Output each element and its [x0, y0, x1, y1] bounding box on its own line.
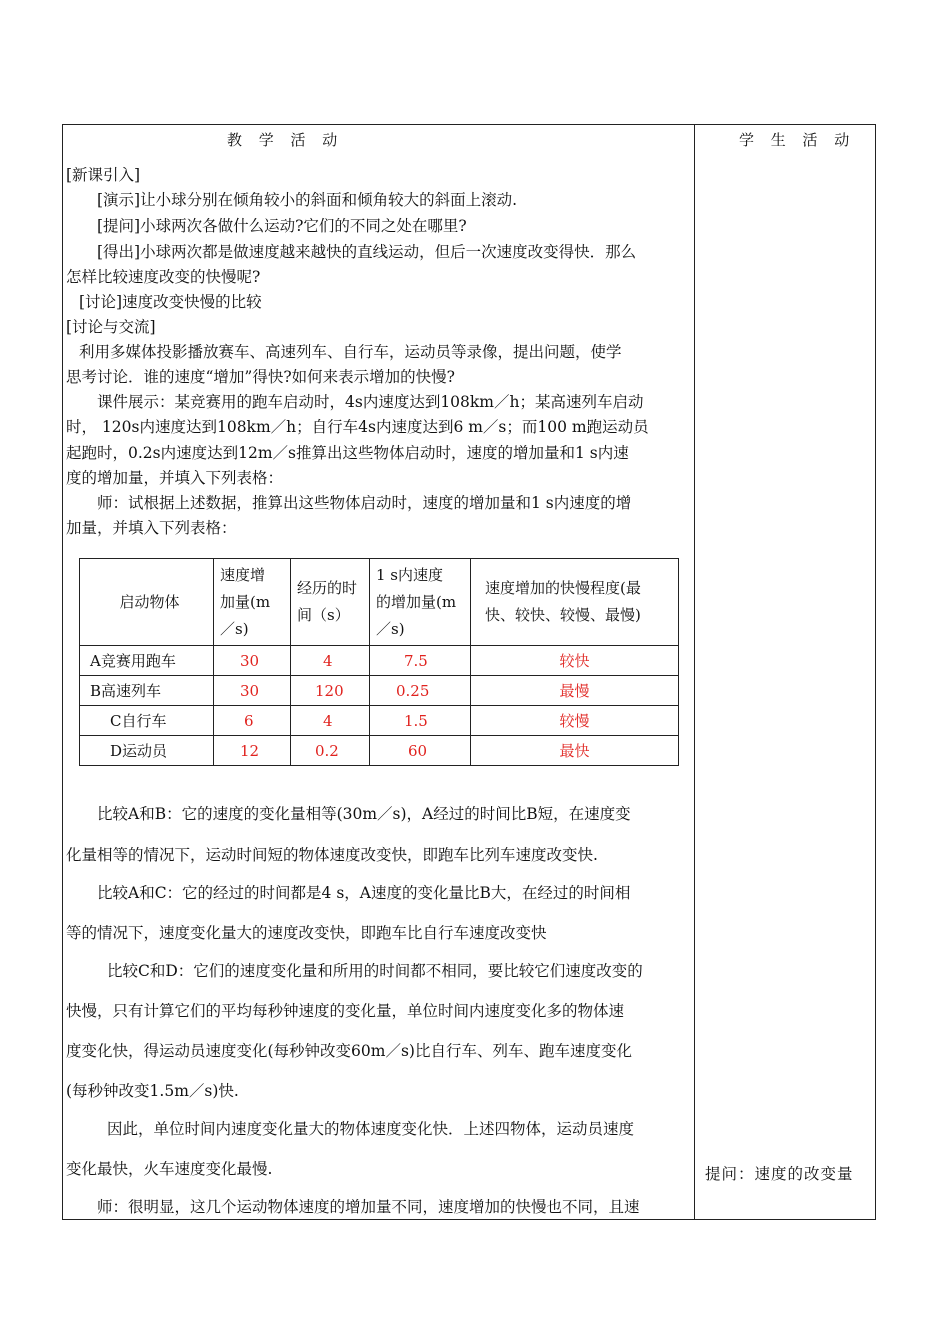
text-line: 因此，单位时间内速度变化量大的物体速度变化快．上述四物体，运动员速度	[107, 1120, 635, 1138]
student-note: 提问：速度的改变量	[705, 1165, 854, 1183]
text-line: 师：很明显，这几个运动物体速度的增加量不同，速度增加的快慢也不同，且速	[97, 1198, 640, 1216]
header-cell: 1 s内速度 的增加量(m ／s)	[370, 559, 471, 646]
object-cell: A竞赛用跑车	[80, 646, 214, 676]
time-cell: 0.2	[291, 736, 370, 766]
header-cell: 速度增 加量(m ／s)	[214, 559, 291, 646]
text-line: [讨论与交流]	[66, 318, 156, 336]
time-cell: 120	[291, 676, 370, 706]
rank-cell: 最慢	[471, 676, 679, 706]
text-line: 加量，并填入下列表格：	[66, 519, 237, 537]
text-line: 化量相等的情况下，运动时间短的物体速度改变快，即跑车比列车速度改变快.	[66, 846, 598, 864]
object-cell: C自行车	[80, 706, 214, 736]
table-header-row	[80, 559, 679, 646]
text-line: 比较A和C：它的经过的时间都是4 s，A速度的变化量比B大，在经过的时间相	[97, 884, 631, 902]
column-divider	[694, 125, 695, 1219]
table-row	[80, 736, 679, 766]
delta-v-cell: 12	[214, 736, 291, 766]
text-line: [新课引入]	[66, 166, 141, 184]
text-line: 快慢，只有计算它们的平均每秒钟速度的变化量，单位时间内速度变化多的物体速	[66, 1002, 625, 1020]
header-cell: 启动物体	[80, 559, 214, 646]
text-line: [演示]让小球分别在倾角较小的斜面和倾角较大的斜面上滚动.	[97, 191, 518, 209]
object-cell: D运动员	[80, 736, 214, 766]
rate-cell: 7.5	[370, 646, 471, 676]
text-line: 怎样比较速度改变的快慢呢?	[66, 268, 261, 286]
time-cell: 4	[291, 646, 370, 676]
text-line: 课件展示：某竞赛用的跑车启动时，4s内速度达到108km／h；某高速列车启动	[97, 393, 644, 411]
text-line: 起跑时，0.2s内速度达到12m／s推算出这些物体启动时，速度的增加量和1 s内速	[66, 444, 629, 462]
text-line: [提问]小球两次各做什么运动?它们的不同之处在哪里?	[97, 217, 467, 235]
text-line: 等的情况下，速度变化量大的速度改变快，即跑车比自行车速度改变快	[66, 924, 547, 942]
header-cell: 速度增加的快慢程度(最 快、较快、较慢、最慢)	[471, 559, 679, 646]
teaching-activity-header: 教 学 活 动	[227, 131, 344, 149]
delta-v-cell: 6	[214, 706, 291, 736]
text-line: 比较A和B：它的速度的变化量相等(30m／s)，A经过的时间比B短，在速度变	[97, 805, 631, 823]
lesson-table	[62, 124, 876, 1220]
text-line: 度变化快，得运动员速度变化(每秒钟改变60m／s)比自行车、列车、跑车速度变化	[66, 1042, 632, 1060]
text-line: [讨论]速度改变快慢的比较	[79, 293, 262, 311]
text-line: (每秒钟改变1.5m／s)快.	[66, 1082, 239, 1100]
rate-cell: 60	[370, 736, 471, 766]
text-line: 变化最快，火车速度变化最慢.	[66, 1160, 273, 1178]
delta-v-cell: 30	[214, 676, 291, 706]
rate-cell: 1.5	[370, 706, 471, 736]
acceleration-table	[79, 558, 679, 766]
student-activity-header: 学 生 活 动	[739, 131, 856, 149]
table-row	[80, 646, 679, 676]
text-line: 度的增加量，并填入下列表格：	[66, 469, 284, 487]
text-line: 思考讨论．谁的速度“增加”得快?如何来表示增加的快慢?	[66, 368, 455, 386]
rate-cell: 0.25	[370, 676, 471, 706]
header-cell: 经历的时 间（s）	[291, 559, 370, 646]
rank-cell: 较慢	[471, 706, 679, 736]
table-row	[80, 706, 679, 736]
text-line: 时， 120s内速度达到108km／h；自行车4s内速度达到6 m／s；而100 m跑运动员	[66, 418, 649, 436]
time-cell: 4	[291, 706, 370, 736]
text-line: 比较C和D：它们的速度变化量和所用的时间都不相同，要比较它们速度改变的	[107, 962, 643, 980]
rank-cell: 较快	[471, 646, 679, 676]
object-cell: B高速列车	[80, 676, 214, 706]
delta-v-cell: 30	[214, 646, 291, 676]
text-line: 利用多媒体投影播放赛车、高速列车、自行车，运动员等录像，提出问题，使学	[79, 343, 622, 361]
text-line: 师：试根据上述数据，推算出这些物体启动时，速度的增加量和1 s内速度的增	[97, 494, 632, 512]
text-line: [得出]小球两次都是做速度越来越快的直线运动，但后一次速度改变得快．那么	[97, 243, 637, 261]
table-row	[80, 676, 679, 706]
rank-cell: 最快	[471, 736, 679, 766]
